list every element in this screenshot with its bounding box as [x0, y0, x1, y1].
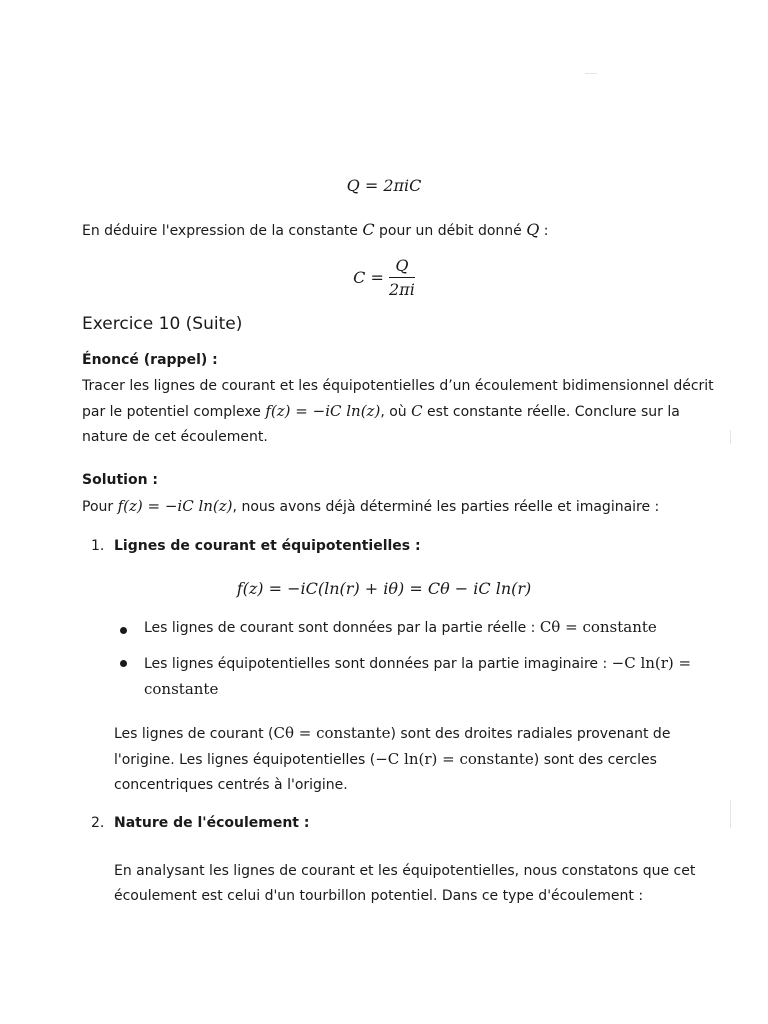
item-2-number: 2.: [91, 815, 105, 831]
item-1-equation: f(z) = −iC(ln(r) + iθ) = Cθ − iC ln(r): [236, 579, 532, 598]
enonce-label: Énoncé (rappel) :: [82, 352, 218, 368]
item-1-number: 1.: [91, 538, 105, 554]
bullet-dot: [120, 660, 127, 667]
scan-mark: [585, 73, 597, 74]
solution-label: Solution :: [82, 472, 159, 488]
equation-c-lhs: C =: [353, 268, 384, 287]
section-heading: Exercice 10 (Suite): [82, 314, 243, 334]
solution-line: Pour f(z) = −iC ln(z), nous avons déjà déterminé les parties réelle et imaginaire :: [82, 497, 660, 515]
enonce-line-3: nature de cet écoulement.: [82, 429, 268, 445]
item-1-paragraph: Les lignes de courant (Cθ = constante) sont des droites radiales provenant de l'origine. Les lignes équipotentielles (−C ln(r) = constante) sont des cercles concentriques centrés à l'origine.: [114, 724, 671, 793]
item-2-title: Nature de l'écoulement :: [114, 815, 310, 831]
item-2-paragraph: En analysant les lignes de courant et les équipotentielles, nous constatons que cet écoulement est celui d'un tourbillon potentiel. Dans ce type d'écoulement :: [114, 863, 696, 904]
bullet-dot: [120, 627, 127, 634]
equation-q: Q = 2πiC: [346, 176, 422, 195]
scan-mark: [730, 430, 731, 444]
enonce-line-2: par le potentiel complexe f(z) = −iC ln(z), où C est constante réelle. Conclure sur la: [82, 402, 680, 420]
deduce-line: En déduire l'expression de la constante C pour un débit donné Q :: [82, 220, 549, 239]
equation-c-fraction: $\frac{Q}{2\pi i}$: [389, 256, 415, 299]
bullet-1: Les lignes de courant sont données par la partie réelle : Cθ = constante: [144, 618, 657, 636]
bullet-2: Les lignes équipotentielles sont données par la partie imaginaire : −C ln(r) = constante: [144, 654, 692, 698]
enonce-line-1: Tracer les lignes de courant et les équipotentielles d’un écoulement bidimensionnel décrit: [82, 378, 714, 394]
equation-c: [0, 256, 768, 299]
scan-mark: [730, 800, 731, 828]
item-1-title: Lignes de courant et équipotentielles :: [114, 538, 421, 554]
